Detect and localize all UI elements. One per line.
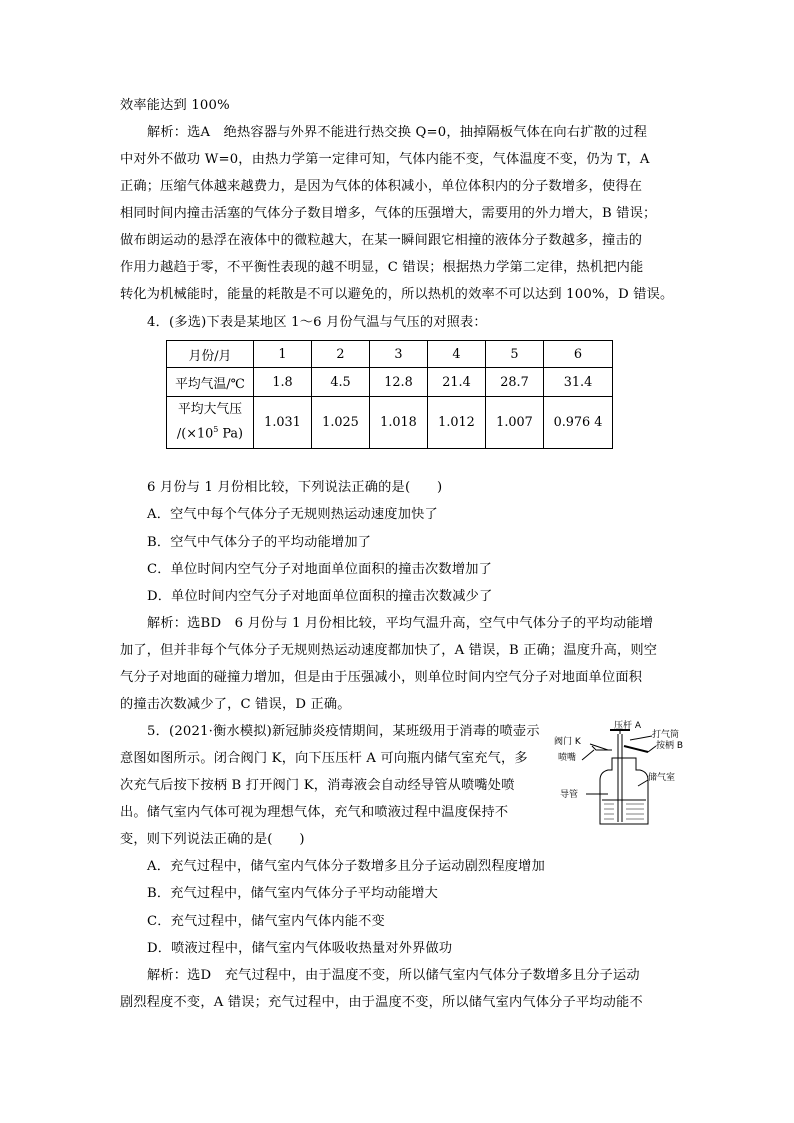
table-cell: 1.007 — [486, 397, 544, 449]
table-row — [167, 368, 613, 397]
table-header-cell: 平均气温/℃ — [167, 368, 254, 397]
text-line: 加了，但并非每个气体分子无规则热运动速度都加快了，A 错误，B 正确；温度升高，则空 — [120, 643, 658, 658]
label-tube: 导管 — [560, 790, 579, 800]
table-cell: 1.018 — [370, 397, 428, 449]
table-cell: 4 — [428, 341, 486, 368]
text-line: 次充气后按下按柄 B 打开阀门 K，消毒液会自动经导管从喷嘴处喷 — [120, 778, 515, 793]
text-line: 作用力越趋于零，不平衡性表现的越不明显，C 错误；根据热力学第二定律，热机把内能 — [120, 260, 644, 275]
text-line: 剧烈程度不变，A 错误；充气过程中，由于温度不变，所以储气室内气体分子平均动能不 — [120, 995, 643, 1010]
option-b: B．充气过程中，储气室内气体分子平均动能增大 — [147, 886, 439, 901]
label-handle: 按柄 B — [656, 741, 684, 751]
option-b: B．空气中气体分子的平均动能增加了 — [147, 535, 372, 550]
text-line: 意图如图所示。闭合阀门 K，向下压压杆 A 可向瓶内储气室充气，多 — [120, 751, 528, 766]
pointer-line — [630, 736, 652, 740]
pointer-line — [582, 750, 594, 760]
pointer-line — [648, 746, 656, 752]
option-d: D．单位时间内空气分子对地面单位面积的撞击次数减少了 — [147, 589, 493, 604]
climate-table — [166, 340, 613, 449]
label-pump: 打气筒 — [652, 730, 680, 740]
answer-5-line: 解析：选D 充气过程中，由于温度不变，所以储气室内气体分子数增多且分子运动 — [147, 968, 640, 983]
option-d: D．喷液过程中，储气室内气体吸收热量对外界做功 — [147, 941, 453, 956]
table-cell: 5 — [486, 341, 544, 368]
text-line: 做布朗运动的悬浮在液体中的微粒越大，在某一瞬间跟它相撞的液体分子数越多，撞击的 — [120, 233, 643, 248]
handle-b — [624, 746, 648, 752]
pressure-unit-exp: 5 — [213, 425, 219, 435]
option-a: A．充气过程中，储气室内气体分子数增多且分子运动剧烈程度增加 — [147, 859, 545, 874]
pressure-label-line2 — [167, 420, 253, 444]
table-row — [167, 341, 613, 368]
table-cell: 1 — [254, 341, 312, 368]
table-header-cell — [167, 397, 254, 449]
text-line: 转化为机械能时，能量的耗散是不可以避免的，所以热机的效率不可以达到 100%，D 错误。 — [120, 287, 674, 302]
table-cell: 1.8 — [254, 368, 312, 397]
sprayer-diagram — [552, 720, 692, 830]
table-cell: 31.4 — [544, 368, 613, 397]
text-line: 气分子对地面的碰撞力增加，但是由于压强减小，则单位时间内空气分子对地面单位面积 — [120, 670, 643, 685]
text-line: 中对外不做功 W=0，由热力学第一定律可知，气体内能不变，气体温度不变，仍为 T，A — [120, 152, 650, 167]
label-nozzle: 喷嘴 — [558, 753, 577, 763]
table-cell: 4.5 — [312, 368, 370, 397]
question-4-stem: 6 月份与 1 月份相比较，下列说法正确的是( ) — [147, 480, 443, 495]
pressure-unit-b: Pa) — [218, 426, 244, 442]
question-5-title: 5．(2021·衡水模拟)新冠肺炎疫情期间，某班级用于消毒的喷壶示 — [147, 724, 540, 739]
table-cell: 12.8 — [370, 368, 428, 397]
option-a: A．空气中每个气体分子无规则热运动速度加快了 — [147, 507, 438, 522]
table-header-cell: 月份/月 — [167, 341, 254, 368]
answer-4-line: 解析：选BD 6 月份与 1 月份相比较，平均气温升高，空气中气体分子的平均动能增 — [147, 616, 654, 631]
option-c: C．充气过程中，储气室内气体内能不变 — [147, 914, 385, 929]
pressure-label-line1: 平均大气压 — [178, 402, 242, 418]
label-valve: 阀门 K — [554, 737, 581, 747]
text-line: 相同时间内撞击活塞的气体分子数目增多，气体的压强增大，需要用的外力增大，B 错误； — [120, 206, 657, 221]
text-line: 的撞击次数减少了，C 错误，D 正确。 — [120, 697, 351, 712]
label-press-rod: 压杆 A — [614, 721, 642, 731]
table-cell: 21.4 — [428, 368, 486, 397]
text-line: 效率能达到 100% — [120, 98, 230, 113]
table-cell: 0.976 4 — [544, 397, 613, 449]
pointer-line — [638, 780, 648, 786]
table-cell: 1.031 — [254, 397, 312, 449]
label-chamber: 储气室 — [648, 773, 676, 783]
text-line: 变，则下列说法正确的是( ) — [120, 832, 305, 847]
table-cell: 2 — [312, 341, 370, 368]
option-c: C．单位时间内空气分子对地面单位面积的撞击次数增加了 — [147, 562, 492, 577]
text-line: 出。储气室内气体可视为理想气体，充气和喷液过程中温度保持不 — [120, 805, 509, 820]
text-line: 正确；压缩气体越来越费力，是因为气体的体积减小，单位体积内的分子数增多，使得在 — [120, 179, 643, 194]
table-row — [167, 397, 613, 449]
question-4-title: 4．(多选)下表是某地区 1～6 月份气温与气压的对照表： — [147, 315, 487, 330]
pressure-unit-a: /(×10 — [176, 426, 214, 442]
table-cell: 1.025 — [312, 397, 370, 449]
table-cell: 6 — [544, 341, 613, 368]
table-cell: 28.7 — [486, 368, 544, 397]
table-cell: 3 — [370, 341, 428, 368]
answer-3-line: 解析：选A 绝热容器与外界不能进行热交换 Q=0，抽掉隔板气体在向右扩散的过程 — [147, 125, 648, 140]
table-cell: 1.012 — [428, 397, 486, 449]
